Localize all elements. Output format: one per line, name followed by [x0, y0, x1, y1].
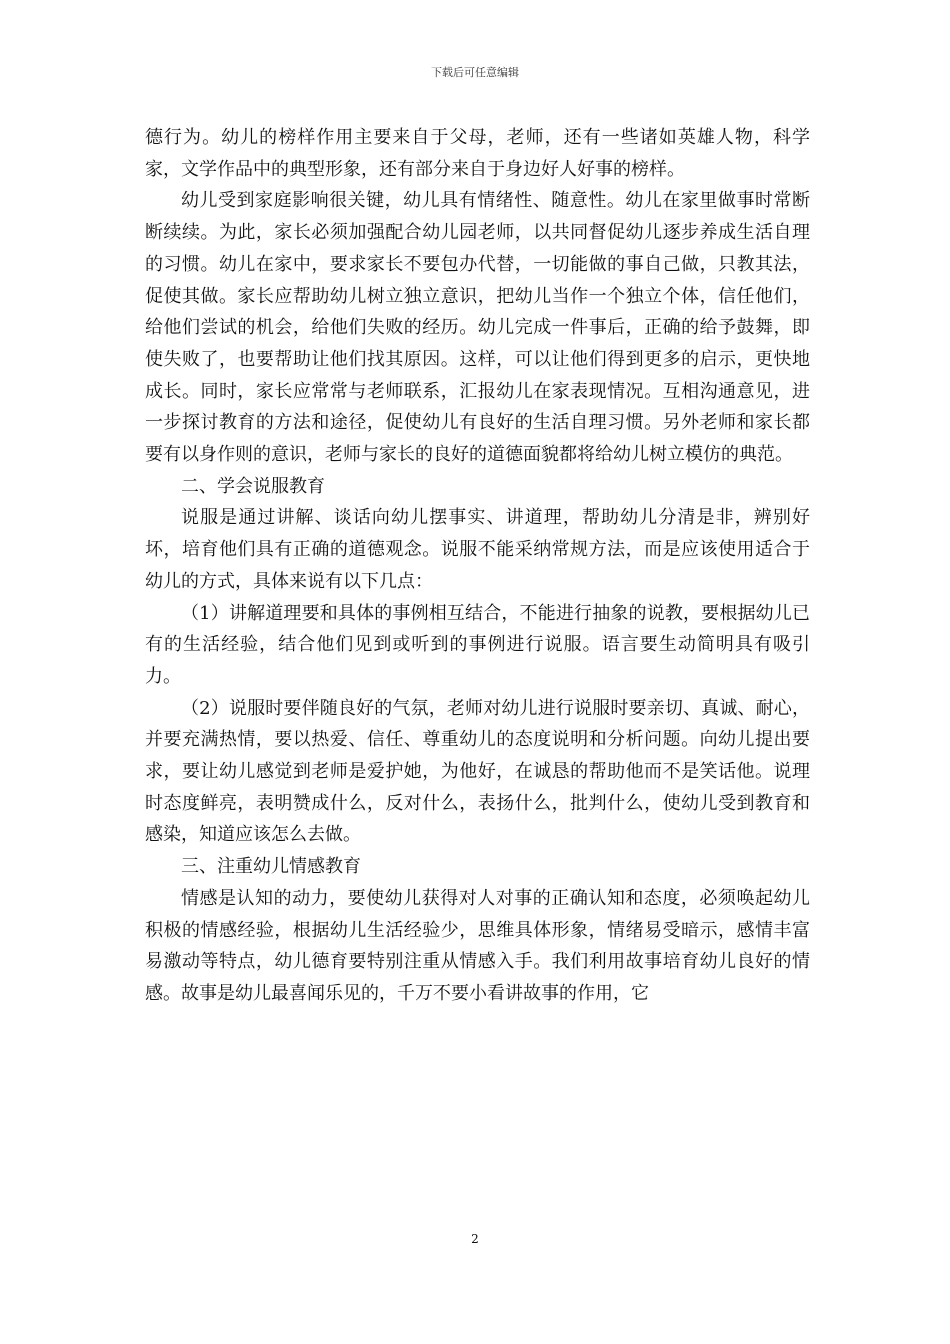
- page-number: 2: [471, 1232, 479, 1246]
- paragraph-persuasion-intro: 说服是通过讲解、谈话向幼儿摆事实、讲道理，帮助幼儿分清是非，辨别好坏，培育他们具有正确的道德观念。说服不能采纳常规方法，而是应该使用适合于幼儿的方式，具体来说有以下几点：: [145, 507, 810, 592]
- paragraph-emotion: 情感是认知的动力，要使幼儿获得对人对事的正确认知和态度，必须唤起幼儿积极的情感经验，根据幼儿生活经验少，思维具体形象，情绪易受暗示，感情丰富易激动等特点，幼儿德育要特别注重从情感入手。我们利用故事培育幼儿良好的情感。故事是幼儿最喜闻乐见的，千万不要小看讲故事的作用，它: [145, 887, 810, 1004]
- section-heading-emotion: 三、注重幼儿情感教育: [181, 856, 361, 878]
- list-item-1: （1）讲解道理要和具体的事例相互结合，不能进行抽象的说教，要根据幼儿已有的生活经验，结合他们见到或听到的事例进行说服。语言要生动简明具有吸引力。: [145, 602, 810, 687]
- paragraph-family-influence: 幼儿受到家庭影响很关键，幼儿具有情绪性、随意性。幼儿在家里做事时常断断续续。为此，家长必须加强配合幼儿园老师，以共同督促幼儿逐步养成生活自理的习惯。幼儿在家中，要求家长不要包办代替，一切能做的事自己做，只教其法，促使其做。家长应帮助幼儿树立独立意识，把幼儿当作一个独立个体，信任他们，给他们尝试的机会，给他们失败的经历。幼儿完成一件事后，正确的给予鼓舞，即使失败了，也要帮助让他们找其原因。这样，可以让他们得到更多的启示，更快地成长。同时，家长应常常与老师联系，汇报幼儿在家表现情况。互相沟通意见，进一步探讨教育的方法和途径，促使幼儿有良好的生活自理习惯。另外老师和家长都要有以身作则的意识，老师与家长的良好的道德面貌都将给幼儿树立模仿的典范。: [145, 190, 810, 466]
- list-item-2: （2）说服时要伴随良好的气氛，老师对幼儿进行说服时要亲切、真诚、耐心，并要充满热情，要以热爱、信任、尊重幼儿的态度说明和分析问题。向幼儿提出要求，要让幼儿感觉到老师是爱护她，为他好，在诚恳的帮助他而不是笑话他。说理时态度鲜亮，表明赞成什么，反对什么，表扬什么，批判什么，使幼儿受到教育和感染，知道应该怎么去做。: [145, 697, 810, 846]
- page-header: 下载后可任意编辑: [431, 66, 519, 79]
- section-heading-persuasion: 二、学会说服教育: [181, 475, 325, 497]
- paragraph-continuation: 德行为。幼儿的榜样作用主要来自于父母，老师，还有一些诸如英雄人物，科学家，文学作品中的典型形象，还有部分来自于身边好人好事的榜样。: [145, 127, 810, 180]
- document-body: [145, 122, 810, 1010]
